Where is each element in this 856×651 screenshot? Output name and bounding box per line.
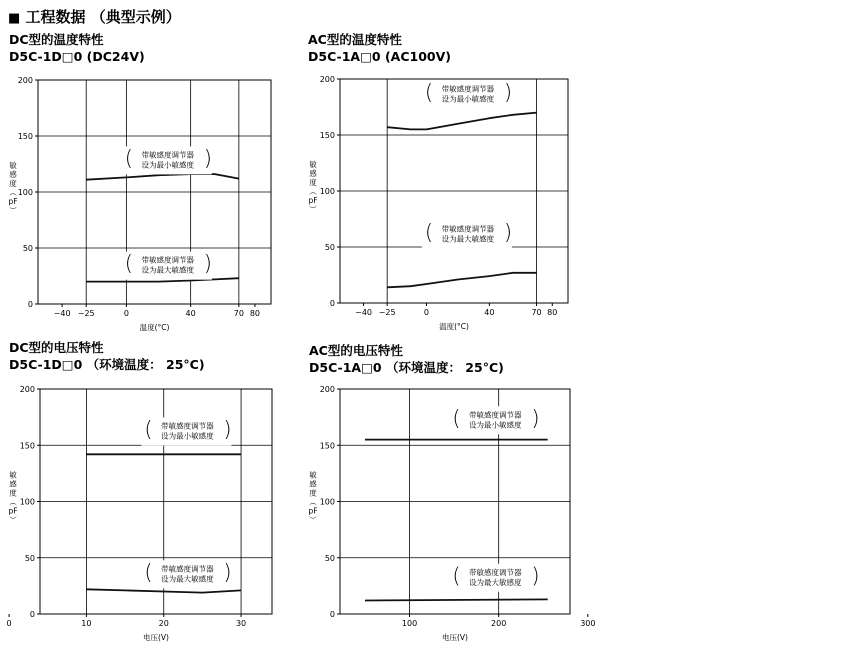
chart-1-heading bbox=[9, 31, 145, 65]
y-axis-label-char: 感 bbox=[9, 170, 17, 179]
x-tick-label: 80 bbox=[249, 309, 261, 318]
x-tick-label: 70 bbox=[233, 309, 244, 318]
y-axis-label-char: 感 bbox=[309, 169, 317, 178]
x-tick-label: 100 bbox=[401, 619, 418, 628]
y-axis-label-char: ︵ bbox=[9, 497, 17, 507]
series-annotation-1 bbox=[449, 406, 539, 434]
chart-4-ac-voltage bbox=[300, 380, 596, 648]
annotation-left-paren: ( bbox=[452, 406, 461, 431]
series-annotation-1 bbox=[122, 146, 212, 174]
x-axis-label: 温度(°C) bbox=[439, 322, 469, 331]
chart-title: AC型的电压特性 bbox=[309, 343, 403, 358]
annotation-left-paren: ( bbox=[144, 417, 153, 442]
annotation-right-paren: ) bbox=[223, 560, 232, 585]
x-tick-label: 0 bbox=[123, 309, 129, 318]
annotation-line-1: 带敏感度调节器 bbox=[441, 84, 495, 94]
chart-2-heading bbox=[308, 31, 451, 65]
x-tick-label: 30 bbox=[235, 619, 247, 628]
annotation-right-paren: ) bbox=[223, 417, 232, 442]
chart-4-heading bbox=[309, 342, 504, 376]
x-tick-label: 10 bbox=[81, 619, 92, 628]
annotation-right-paren: ) bbox=[203, 146, 212, 171]
x-axis-label: 温度(°C) bbox=[139, 323, 170, 332]
title-square-marker: ■ bbox=[8, 11, 21, 26]
series-annotation-2 bbox=[141, 560, 231, 588]
series-annotation-2 bbox=[122, 252, 212, 280]
chart-subtitle: D5C-1A□0 (AC100V) bbox=[308, 49, 451, 64]
annotation-line-2: 设为最小敏感度 bbox=[161, 431, 214, 441]
page-title-text: 工程数据 （典型示例） bbox=[25, 8, 181, 26]
y-axis-label-char: 度 bbox=[9, 179, 17, 188]
page-title bbox=[8, 6, 181, 27]
annotation-left-paren: ( bbox=[124, 146, 133, 171]
annotation-left-paren: ( bbox=[424, 220, 434, 245]
annotation-line-1: 带敏感度调节器 bbox=[469, 410, 522, 420]
y-axis-label-char: 敏 bbox=[9, 161, 17, 170]
y-axis-label-char: pF bbox=[8, 197, 18, 206]
annotation-line-1: 带敏感度调节器 bbox=[469, 567, 522, 577]
y-axis-label-char: pF bbox=[8, 506, 18, 516]
y-tick-label: 0 bbox=[27, 300, 33, 309]
series-line-2 bbox=[387, 273, 536, 288]
annotation-line-1: 带敏感度调节器 bbox=[161, 564, 214, 574]
annotation-line-2: 设为最大敏感度 bbox=[141, 265, 195, 275]
chart-1-dc-temperature bbox=[0, 72, 290, 337]
y-tick-label: 100 bbox=[19, 497, 35, 507]
annotation-line-1: 带敏感度调节器 bbox=[441, 224, 495, 234]
y-axis-label-char: 感 bbox=[309, 479, 317, 489]
x-tick-label: 70 bbox=[531, 308, 542, 317]
x-tick-label: 40 bbox=[484, 308, 495, 317]
chart-title: DC型的电压特性 bbox=[9, 340, 104, 355]
x-tick-label: 40 bbox=[185, 309, 196, 318]
y-tick-label: 50 bbox=[324, 243, 335, 252]
y-tick-label: 0 bbox=[329, 299, 335, 308]
x-axis-label: 电压(V) bbox=[143, 633, 169, 642]
annotation-left-paren: ( bbox=[424, 80, 434, 105]
x-tick-label: 200 bbox=[491, 619, 507, 628]
series-annotation-1 bbox=[141, 418, 231, 446]
y-tick-label: 150 bbox=[319, 131, 335, 140]
y-tick-label: 150 bbox=[17, 132, 33, 141]
chart-subtitle: D5C-1D□0 （环境温度： 25°C) bbox=[9, 357, 205, 372]
annotation-line-2: 设为最大敏感度 bbox=[441, 234, 495, 244]
chart-subtitle: D5C-1A□0 （环境温度： 25°C) bbox=[309, 360, 504, 375]
annotation-line-2: 设为最小敏感度 bbox=[469, 420, 522, 430]
y-axis-label-char: ︵ bbox=[309, 187, 317, 196]
y-axis-label-char: ︶ bbox=[309, 515, 317, 525]
chart-2-ac-temperature bbox=[300, 72, 590, 337]
y-axis-label-char: 敏 bbox=[309, 470, 317, 480]
y-tick-label: 200 bbox=[19, 385, 35, 394]
annotation-right-paren: ) bbox=[531, 406, 540, 431]
series-line-1 bbox=[387, 113, 536, 130]
series-line-2 bbox=[365, 599, 548, 600]
y-tick-label: 200 bbox=[319, 75, 335, 84]
y-axis-label-char: 度 bbox=[309, 178, 317, 187]
x-tick-label: −25 bbox=[378, 308, 396, 317]
y-tick-label: 0 bbox=[329, 610, 335, 619]
annotation-line-2: 设为最小敏感度 bbox=[141, 160, 195, 170]
annotation-right-paren: ) bbox=[503, 220, 513, 245]
x-axis-label: 电压(V) bbox=[442, 633, 468, 642]
y-axis-label-char: 敏 bbox=[9, 470, 17, 480]
y-axis-label-char: 敏 bbox=[309, 160, 317, 169]
annotation-line-1: 带敏感度调节器 bbox=[141, 150, 195, 160]
y-tick-label: 100 bbox=[319, 497, 335, 507]
y-axis-label-char: ︵ bbox=[309, 497, 317, 507]
y-tick-label: 200 bbox=[17, 76, 33, 85]
y-axis-label-char: 度 bbox=[309, 488, 317, 498]
series-annotation-2 bbox=[422, 220, 512, 248]
annotation-line-1: 带敏感度调节器 bbox=[161, 421, 214, 431]
x-tick-label: −40 bbox=[355, 308, 373, 317]
y-axis-label-char: pF bbox=[308, 196, 318, 205]
x-tick-label: −25 bbox=[77, 309, 95, 318]
y-axis-label-char: ︵ bbox=[9, 188, 17, 197]
series-annotation-1 bbox=[422, 80, 512, 108]
annotation-right-paren: ) bbox=[503, 80, 513, 105]
chart-3-heading bbox=[9, 339, 205, 373]
y-axis-label-char: pF bbox=[308, 506, 318, 516]
annotation-line-1: 带敏感度调节器 bbox=[141, 255, 195, 265]
y-tick-label: 200 bbox=[319, 385, 335, 394]
y-axis-label-char: ︶ bbox=[9, 515, 17, 525]
annotation-left-paren: ( bbox=[144, 560, 153, 585]
y-tick-label: 50 bbox=[22, 244, 33, 253]
y-tick-label: 50 bbox=[24, 553, 35, 563]
series-line-1 bbox=[86, 174, 239, 180]
y-axis-label-char: 度 bbox=[9, 488, 17, 498]
x-tick-label: −40 bbox=[53, 309, 71, 318]
chart-title: DC型的温度特性 bbox=[9, 32, 104, 47]
x-tick-label: 300 bbox=[580, 619, 596, 628]
annotation-right-paren: ) bbox=[531, 563, 540, 588]
y-tick-label: 150 bbox=[19, 441, 35, 451]
y-tick-label: 150 bbox=[319, 441, 335, 451]
annotation-left-paren: ( bbox=[452, 563, 461, 588]
annotation-line-2: 设为最大敏感度 bbox=[469, 577, 522, 587]
annotation-line-2: 设为最小敏感度 bbox=[441, 94, 495, 104]
chart-subtitle: D5C-1D□0 (DC24V) bbox=[9, 49, 145, 64]
x-tick-label: 80 bbox=[547, 308, 558, 317]
annotation-right-paren: ) bbox=[203, 251, 212, 276]
y-tick-label: 100 bbox=[17, 188, 33, 197]
chart-3-dc-voltage bbox=[0, 380, 290, 648]
x-tick-label: 0 bbox=[6, 619, 12, 628]
series-annotation-2 bbox=[449, 564, 539, 592]
y-tick-label: 100 bbox=[319, 187, 335, 196]
y-axis-label-char: ︶ bbox=[309, 205, 317, 214]
y-tick-label: 50 bbox=[324, 553, 335, 563]
chart-title: AC型的温度特性 bbox=[308, 32, 402, 47]
y-axis-label-char: 感 bbox=[9, 479, 17, 489]
y-axis-label-char: ︶ bbox=[9, 206, 17, 215]
x-tick-label: 20 bbox=[158, 619, 169, 628]
y-tick-label: 0 bbox=[29, 610, 35, 619]
x-tick-label: 0 bbox=[423, 308, 430, 317]
annotation-line-2: 设为最大敏感度 bbox=[161, 574, 214, 584]
annotation-left-paren: ( bbox=[124, 251, 133, 276]
